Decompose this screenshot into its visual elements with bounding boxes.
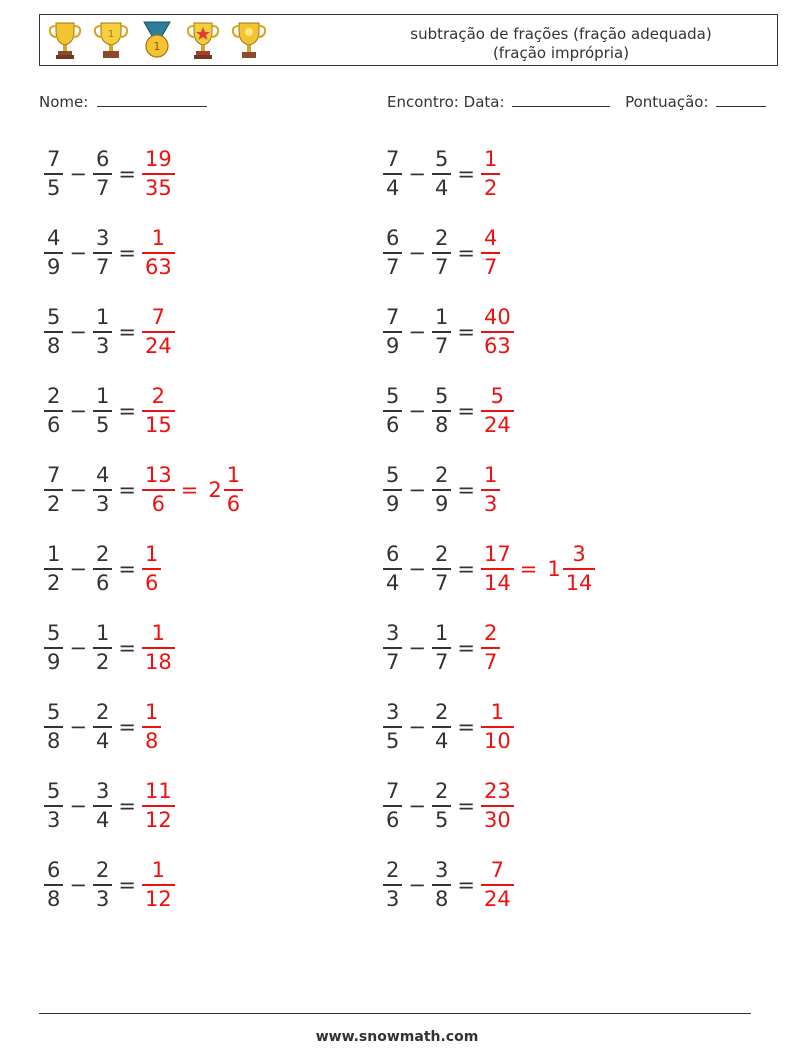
title-line-2: (fração imprópria) — [492, 44, 630, 62]
first-fraction-numerator: 5 — [386, 463, 400, 488]
answer-fraction-denominator: 18 — [144, 649, 172, 674]
second-fraction-numerator: 2 — [434, 700, 449, 725]
first-fraction — [44, 620, 63, 675]
first-fraction-numerator: 2 — [47, 384, 61, 409]
answer-fraction — [481, 146, 500, 201]
answer-fraction-numerator: 1 — [483, 463, 498, 488]
second-fraction-denominator: 5 — [434, 807, 449, 832]
second-fraction — [432, 620, 451, 675]
trophy-row — [46, 19, 268, 61]
problem-row — [383, 300, 514, 364]
first-fraction-denominator: 8 — [47, 728, 61, 753]
second-fraction — [432, 225, 451, 280]
first-fraction — [383, 383, 402, 438]
trophy-gold-small-icon — [230, 19, 268, 61]
problem-row — [383, 458, 500, 522]
answer-fraction-denominator: 15 — [144, 412, 172, 437]
answer-fraction-numerator: 1 — [144, 700, 159, 725]
first-fraction — [383, 304, 402, 359]
encounter-date-score — [387, 93, 766, 111]
second-fraction-numerator: 6 — [95, 147, 110, 172]
second-fraction — [93, 857, 112, 912]
footer-url: www.snowmath.com — [315, 1029, 479, 1045]
score-label: Pontuação: — [625, 93, 709, 111]
minus-sign: − — [69, 399, 87, 423]
first-fraction-denominator: 9 — [386, 333, 400, 358]
first-fraction-denominator: 6 — [386, 807, 400, 832]
second-fraction-numerator: 2 — [434, 463, 449, 488]
second-fraction — [93, 383, 112, 438]
name-field — [39, 93, 207, 111]
equals-sign: = — [457, 794, 475, 818]
problem-row — [383, 853, 514, 917]
minus-sign: − — [69, 715, 87, 739]
first-fraction-denominator: 9 — [47, 649, 61, 674]
answer-fraction-numerator: 17 — [483, 542, 511, 567]
second-fraction-denominator: 7 — [95, 254, 110, 279]
trophy-number-one-icon — [92, 19, 130, 61]
second-fraction-denominator: 5 — [95, 412, 110, 437]
name-blank[interactable] — [97, 105, 207, 107]
second-fraction-denominator: 3 — [95, 491, 110, 516]
first-fraction-denominator: 2 — [47, 570, 61, 595]
second-fraction-denominator: 6 — [95, 570, 110, 595]
answer-fraction — [481, 383, 514, 438]
first-fraction-denominator: 9 — [47, 254, 61, 279]
equals-sign: = — [457, 873, 475, 897]
first-fraction-numerator: 7 — [386, 305, 400, 330]
second-fraction — [93, 225, 112, 280]
second-fraction — [432, 383, 451, 438]
problem-row — [44, 379, 175, 443]
second-fraction-denominator: 9 — [434, 491, 449, 516]
first-fraction-denominator: 7 — [386, 649, 400, 674]
second-fraction-numerator: 2 — [95, 700, 110, 725]
answer-fraction-numerator: 1 — [144, 542, 159, 567]
answer-fraction-denominator: 10 — [483, 728, 511, 753]
first-fraction-numerator: 5 — [47, 779, 61, 804]
answer-fraction — [142, 462, 175, 517]
second-fraction-denominator: 4 — [95, 807, 110, 832]
problem-row — [383, 537, 595, 601]
first-fraction-numerator: 3 — [386, 621, 400, 646]
first-fraction — [383, 857, 402, 912]
mixed-fraction-denominator: 14 — [565, 570, 593, 595]
answer-fraction — [142, 146, 175, 201]
answer-fraction-numerator: 4 — [483, 226, 498, 251]
mixed-equals-sign: = — [180, 478, 199, 502]
second-fraction-numerator: 1 — [95, 384, 110, 409]
first-fraction-numerator: 4 — [47, 226, 61, 251]
answer-fraction — [481, 225, 500, 280]
answer-fraction — [481, 462, 500, 517]
medal-number-one-icon — [138, 19, 176, 61]
svg-text:1: 1 — [107, 29, 115, 40]
second-fraction — [93, 304, 112, 359]
problem-row — [44, 142, 175, 206]
second-fraction-numerator: 3 — [95, 779, 110, 804]
first-fraction-numerator: 3 — [386, 700, 400, 725]
second-fraction-numerator: 3 — [434, 858, 449, 883]
minus-sign: − — [69, 557, 87, 581]
first-fraction-denominator: 3 — [47, 807, 61, 832]
second-fraction — [93, 541, 112, 596]
answer-fraction-denominator: 63 — [144, 254, 172, 279]
second-fraction-numerator: 2 — [434, 779, 449, 804]
first-fraction — [44, 699, 63, 754]
first-fraction-denominator: 2 — [47, 491, 61, 516]
answer-fraction — [142, 857, 175, 912]
trophy-star-icon — [184, 19, 222, 61]
answer-fraction-denominator: 6 — [151, 491, 166, 516]
equals-sign: = — [118, 399, 136, 423]
minus-sign: − — [408, 162, 426, 186]
equals-sign: = — [457, 399, 475, 423]
answer-fraction — [481, 778, 514, 833]
first-fraction-numerator: 7 — [386, 779, 400, 804]
second-fraction-numerator: 2 — [434, 542, 449, 567]
problem-row — [44, 221, 175, 285]
answer-fraction-numerator: 23 — [483, 779, 511, 804]
mixed-fraction-denominator: 6 — [226, 491, 241, 516]
first-fraction-denominator: 5 — [386, 728, 400, 753]
second-fraction-numerator: 1 — [95, 305, 110, 330]
second-fraction-numerator: 1 — [95, 621, 110, 646]
minus-sign: − — [408, 557, 426, 581]
first-fraction-numerator: 5 — [47, 305, 61, 330]
answer-fraction — [142, 699, 161, 754]
first-fraction-denominator: 6 — [47, 412, 61, 437]
second-fraction-denominator: 8 — [434, 886, 449, 911]
equals-sign: = — [457, 162, 475, 186]
answer-fraction-numerator: 1 — [490, 700, 505, 725]
equals-sign: = — [457, 715, 475, 739]
second-fraction — [93, 462, 112, 517]
equals-sign: = — [457, 320, 475, 344]
first-fraction-denominator: 8 — [47, 333, 61, 358]
first-fraction — [44, 225, 63, 280]
second-fraction — [93, 620, 112, 675]
minus-sign: − — [408, 478, 426, 502]
minus-sign: − — [69, 320, 87, 344]
score-blank[interactable] — [716, 105, 766, 107]
answer-fraction-denominator: 24 — [144, 333, 172, 358]
svg-text:1: 1 — [153, 40, 161, 53]
answer-fraction — [481, 857, 514, 912]
problem-row — [383, 695, 514, 759]
second-fraction — [93, 699, 112, 754]
second-fraction-denominator: 3 — [95, 333, 110, 358]
answer-fraction-denominator: 7 — [483, 649, 498, 674]
second-fraction-numerator: 5 — [434, 147, 449, 172]
first-fraction — [383, 699, 402, 754]
second-fraction-numerator: 1 — [434, 621, 449, 646]
date-label: Data: — [463, 93, 505, 111]
answer-fraction — [142, 778, 175, 833]
title-line-1: subtração de frações (fração adequada) — [410, 25, 712, 43]
answer-fraction-denominator: 2 — [483, 175, 498, 200]
answer-fraction-denominator: 3 — [483, 491, 498, 516]
minus-sign: − — [69, 636, 87, 660]
problem-row — [383, 379, 514, 443]
minus-sign: − — [408, 241, 426, 265]
first-fraction-denominator: 7 — [386, 254, 400, 279]
name-label: Nome: — [39, 93, 89, 111]
minus-sign: − — [69, 478, 87, 502]
second-fraction — [432, 699, 451, 754]
minus-sign: − — [408, 873, 426, 897]
equals-sign: = — [118, 478, 136, 502]
first-fraction-numerator: 5 — [47, 621, 61, 646]
answer-fraction-denominator: 12 — [144, 886, 172, 911]
second-fraction — [432, 304, 451, 359]
minus-sign: − — [408, 636, 426, 660]
problem-row — [44, 458, 243, 522]
minus-sign: − — [408, 399, 426, 423]
answer-fraction — [142, 304, 175, 359]
answer-fraction-numerator: 2 — [483, 621, 498, 646]
equals-sign: = — [457, 557, 475, 581]
equals-sign: = — [118, 715, 136, 739]
trophy-gold-icon — [46, 19, 84, 61]
first-fraction-numerator: 6 — [47, 858, 61, 883]
answer-fraction-numerator: 7 — [490, 858, 505, 883]
answer-fraction-numerator: 40 — [483, 305, 511, 330]
answer-fraction — [142, 541, 161, 596]
first-fraction-denominator: 5 — [47, 175, 61, 200]
answer-fraction — [481, 541, 514, 596]
second-fraction-numerator: 2 — [95, 858, 110, 883]
answer-fraction — [481, 304, 514, 359]
mixed-fraction-numerator: 1 — [226, 463, 241, 488]
first-fraction-denominator: 8 — [47, 886, 61, 911]
first-fraction-numerator: 6 — [386, 226, 400, 251]
problem-row — [383, 616, 500, 680]
first-fraction-denominator: 4 — [386, 570, 400, 595]
second-fraction — [432, 541, 451, 596]
second-fraction — [432, 146, 451, 201]
answer-fraction-denominator: 14 — [483, 570, 511, 595]
answer-fraction-denominator: 24 — [483, 412, 511, 437]
second-fraction-denominator: 7 — [434, 570, 449, 595]
first-fraction-numerator: 5 — [386, 384, 400, 409]
equals-sign: = — [118, 557, 136, 581]
second-fraction-numerator: 4 — [95, 463, 110, 488]
second-fraction-denominator: 7 — [434, 649, 449, 674]
second-fraction — [432, 857, 451, 912]
second-fraction-numerator: 3 — [95, 226, 110, 251]
problem-row — [44, 774, 175, 838]
mixed-whole-number: 1 — [547, 557, 561, 581]
answer-fraction — [481, 620, 500, 675]
equals-sign: = — [457, 241, 475, 265]
mixed-equals-sign: = — [519, 557, 538, 581]
problem-row — [44, 300, 175, 364]
first-fraction-numerator: 2 — [386, 858, 400, 883]
answer-fraction-numerator: 1 — [151, 621, 166, 646]
problem-row — [44, 695, 161, 759]
first-fraction — [383, 225, 402, 280]
answer-fraction-numerator: 1 — [151, 858, 166, 883]
equals-sign: = — [118, 636, 136, 660]
minus-sign: − — [408, 320, 426, 344]
first-fraction-numerator: 7 — [386, 147, 400, 172]
first-fraction-denominator: 3 — [386, 886, 400, 911]
second-fraction — [93, 778, 112, 833]
mixed-fraction-numerator: 3 — [572, 542, 586, 567]
second-fraction-denominator: 8 — [434, 412, 449, 437]
second-fraction-numerator: 2 — [434, 226, 449, 251]
footer-divider — [39, 1013, 751, 1014]
second-fraction — [93, 146, 112, 201]
answer-fraction-denominator: 7 — [483, 254, 498, 279]
first-fraction — [383, 541, 402, 596]
answer-fraction-denominator: 63 — [483, 333, 511, 358]
answer-fraction-numerator: 7 — [151, 305, 166, 330]
first-fraction-numerator: 1 — [47, 542, 61, 567]
answer-fraction-denominator: 24 — [483, 886, 511, 911]
answer-fraction — [142, 620, 175, 675]
second-fraction-denominator: 3 — [95, 886, 110, 911]
answer-fraction-numerator: 2 — [151, 384, 166, 409]
answer-fraction-denominator: 30 — [483, 807, 511, 832]
answer-fraction — [142, 225, 175, 280]
answer-fraction-numerator: 5 — [490, 384, 505, 409]
answer-fraction-numerator: 13 — [144, 463, 172, 488]
problem-row — [383, 774, 514, 838]
problem-row — [44, 853, 175, 917]
minus-sign: − — [408, 794, 426, 818]
first-fraction — [44, 778, 63, 833]
first-fraction — [44, 383, 63, 438]
first-fraction — [44, 857, 63, 912]
minus-sign: − — [69, 873, 87, 897]
answer-fraction-numerator: 1 — [151, 226, 166, 251]
answer-fraction-numerator: 1 — [483, 147, 498, 172]
second-fraction-denominator: 4 — [434, 175, 449, 200]
first-fraction — [383, 462, 402, 517]
second-fraction — [432, 778, 451, 833]
first-fraction-numerator: 7 — [47, 147, 61, 172]
equals-sign: = — [457, 478, 475, 502]
first-fraction-denominator: 6 — [386, 412, 400, 437]
answer-fraction-denominator: 12 — [144, 807, 172, 832]
minus-sign: − — [69, 241, 87, 265]
first-fraction — [44, 146, 63, 201]
equals-sign: = — [118, 794, 136, 818]
equals-sign: = — [457, 636, 475, 660]
second-fraction-numerator: 2 — [95, 542, 110, 567]
first-fraction — [44, 304, 63, 359]
second-fraction-denominator: 7 — [434, 254, 449, 279]
first-fraction — [383, 778, 402, 833]
second-fraction-numerator: 1 — [434, 305, 449, 330]
first-fraction-denominator: 4 — [386, 175, 400, 200]
answer-fraction-numerator: 19 — [144, 147, 172, 172]
answer-fraction-denominator: 8 — [144, 728, 159, 753]
first-fraction — [383, 620, 402, 675]
date-blank[interactable] — [512, 105, 610, 107]
problem-row — [383, 142, 500, 206]
encounter-label: Encontro: — [387, 93, 459, 111]
second-fraction-denominator: 4 — [95, 728, 110, 753]
mixed-fraction — [563, 541, 596, 596]
minus-sign: − — [69, 794, 87, 818]
worksheet-title — [371, 25, 751, 63]
second-fraction-numerator: 5 — [434, 384, 449, 409]
first-fraction — [44, 541, 63, 596]
problem-row — [383, 221, 500, 285]
answer-fraction-denominator: 35 — [144, 175, 172, 200]
first-fraction-numerator: 7 — [47, 463, 61, 488]
equals-sign: = — [118, 162, 136, 186]
first-fraction — [383, 146, 402, 201]
first-fraction-denominator: 9 — [386, 491, 400, 516]
equals-sign: = — [118, 873, 136, 897]
second-fraction-denominator: 7 — [434, 333, 449, 358]
minus-sign: − — [408, 715, 426, 739]
second-fraction-denominator: 7 — [95, 175, 110, 200]
minus-sign: − — [69, 162, 87, 186]
second-fraction-denominator: 4 — [434, 728, 449, 753]
mixed-fraction — [224, 462, 243, 517]
mixed-whole-number: 2 — [208, 478, 222, 502]
equals-sign: = — [118, 320, 136, 344]
answer-fraction-denominator: 6 — [144, 570, 159, 595]
worksheet-header — [39, 14, 778, 66]
second-fraction-denominator: 2 — [95, 649, 110, 674]
first-fraction — [44, 462, 63, 517]
answer-fraction-numerator: 11 — [144, 779, 172, 804]
first-fraction-numerator: 6 — [386, 542, 400, 567]
answer-fraction — [481, 699, 514, 754]
answer-fraction — [142, 383, 175, 438]
problem-row — [44, 537, 161, 601]
first-fraction-numerator: 5 — [47, 700, 61, 725]
equals-sign: = — [118, 241, 136, 265]
problem-row — [44, 616, 175, 680]
second-fraction — [432, 462, 451, 517]
